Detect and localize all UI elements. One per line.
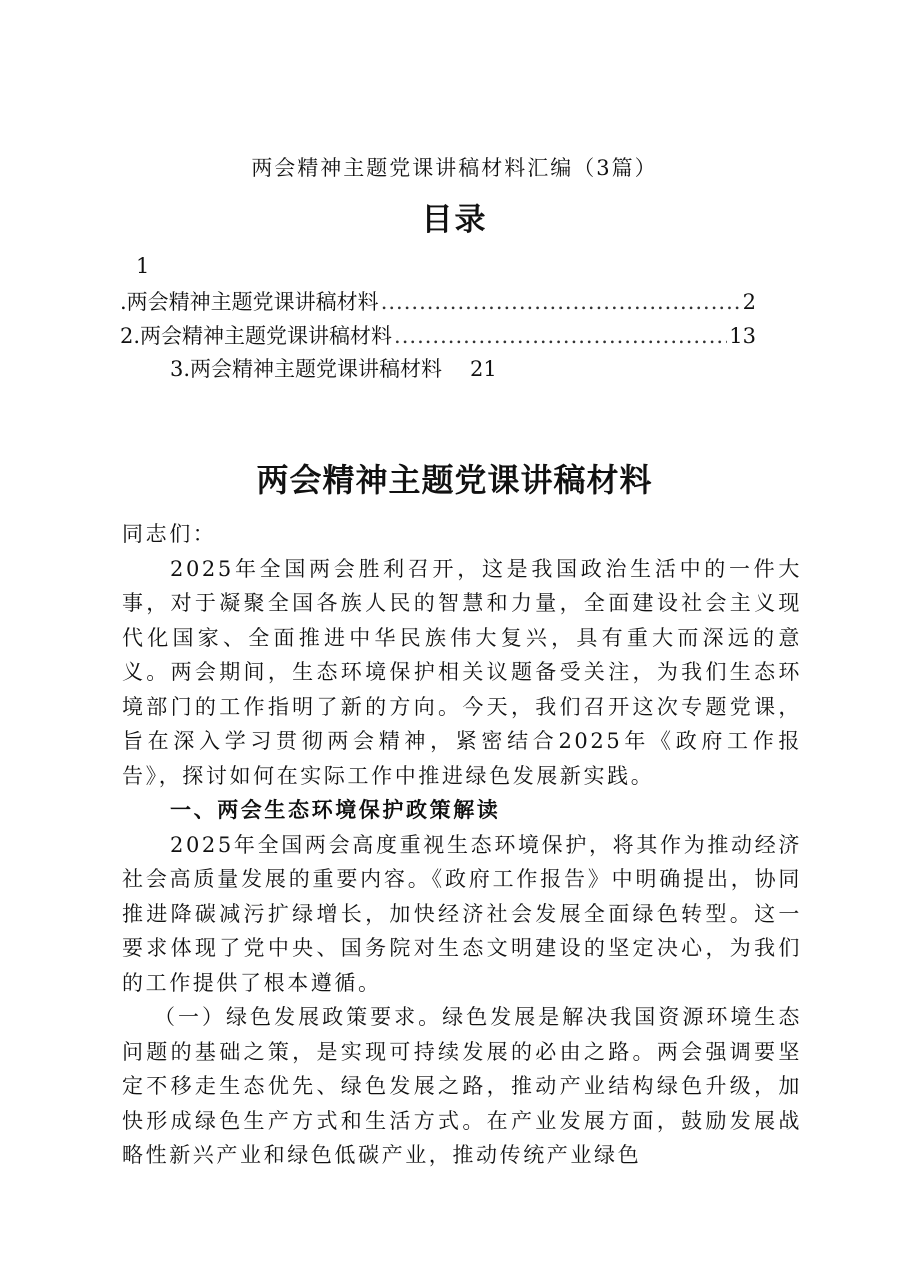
- toc-item-3-label: 3.两会精神主题党课讲稿材料: [170, 357, 443, 381]
- body-paragraph: 2025年全国两会胜利召开，这是我国政治生活中的一件大事，对于凝聚全国各族人民的智慧和力量，全面建设社会主义现代化国家、全面推进中华民族伟大复兴，具有重大而深远的意义。两会期间，生态环境保护相关议题备受关注，为我们生态环境部门的工作指明了新的方向。今天，我们召开这次专题党课，旨在深入学习贯彻两会精神，紧密结合2025年《政府工作报告》，探讨如何在实际工作中推进绿色发展新实践。: [122, 556, 802, 788]
- article-title: 两会精神主题党课讲稿材料: [256, 461, 653, 499]
- salutation: 同志们：: [122, 522, 217, 546]
- toc-heading: 目录: [421, 202, 488, 238]
- toc-item-1-number: 1: [136, 254, 150, 278]
- toc-item-2-page: 13: [729, 324, 756, 348]
- body-paragraph: 2025年全国两会高度重视生态环境保护，将其作为推动经济社会高质量发展的重要内容。《政府工作报告》中明确提出，协同推进降碳减污扩绿增长，加快经济社会发展全面绿色转型。这一要求体现了党中央、国务院对生态文明建设的坚定决心，为我们的工作提供了根本遵循。: [122, 832, 802, 995]
- toc-leader-dots: [394, 324, 727, 348]
- section-heading: 一、两会生态环境保护政策解读: [170, 797, 501, 822]
- article-body: [122, 517, 802, 1173]
- body-paragraph: （一）绿色发展政策要求。绿色发展是解决我国资源环境生态问题的基础之策，是实现可持续发展的必由之路。两会强调要坚定不移走生态优先、绿色发展之路，推动产业结构绿色升级，加快形成绿色生产方式和生活方式。在产业发展方面，鼓励发展战略性新兴产业和绿色低碳产业，推动传统产业绿色: [122, 1005, 802, 1167]
- toc-item-2-label: 2.两会精神主题党课讲稿材料: [120, 324, 393, 348]
- toc-item-2[interactable]: [120, 320, 756, 350]
- toc-item-3[interactable]: [170, 353, 497, 383]
- toc-item-1[interactable]: [120, 286, 756, 316]
- toc-item-3-page: 21: [470, 357, 497, 381]
- toc-item-1-label: .两会精神主题党课讲稿材料: [120, 290, 379, 314]
- toc-leader-dots: [381, 290, 741, 314]
- toc-item-1-page: 2: [742, 290, 756, 314]
- collection-title: 两会精神主题党课讲稿材料汇编（3篇）: [251, 156, 658, 180]
